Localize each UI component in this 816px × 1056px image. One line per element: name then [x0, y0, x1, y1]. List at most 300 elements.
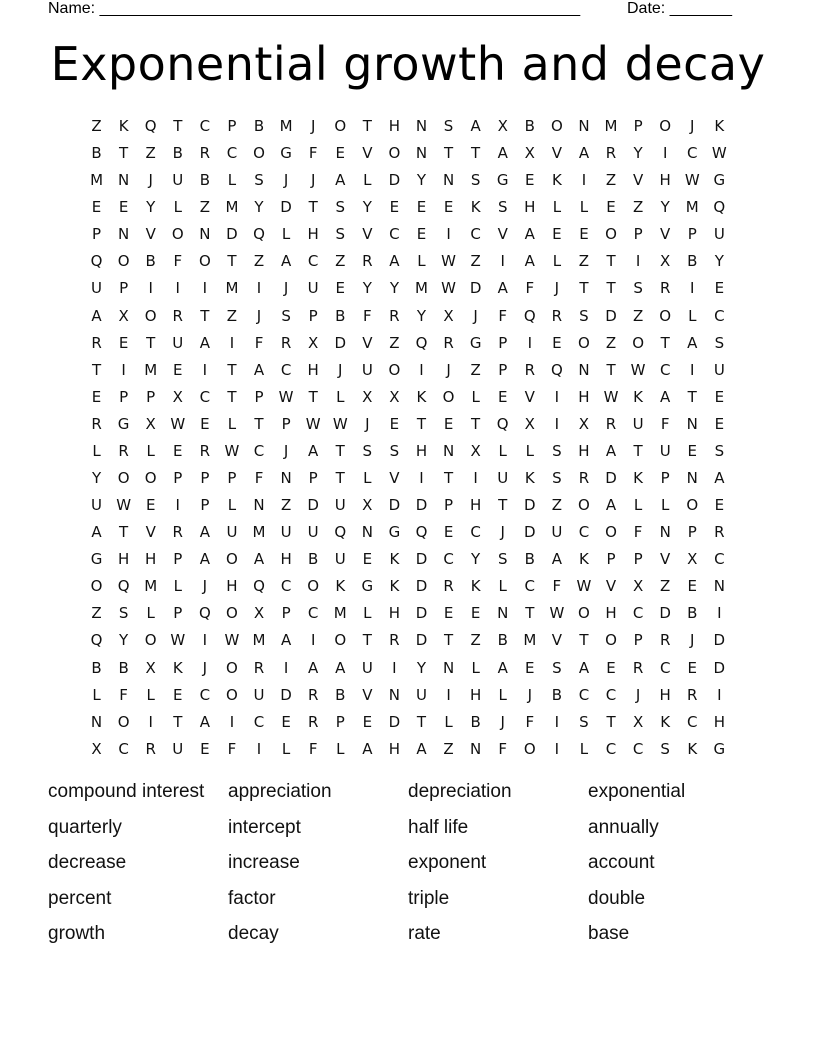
- grid-letter: D: [469, 279, 482, 298]
- grid-letter: X: [443, 306, 454, 325]
- grid-letter: J: [283, 441, 289, 460]
- grid-letter: V: [145, 225, 156, 244]
- grid-letter: I: [500, 252, 505, 271]
- grid-letter: C: [605, 685, 617, 704]
- grid-letter: F: [498, 739, 508, 758]
- grid-letter: O: [117, 712, 130, 731]
- grid-letter: W: [224, 441, 240, 460]
- grid-letter: B: [687, 604, 698, 623]
- grid-letter: I: [148, 712, 153, 731]
- grid-letter: A: [660, 387, 671, 406]
- grid-letter: L: [336, 739, 345, 758]
- grid-letter: M: [144, 360, 158, 379]
- grid-letter: W: [116, 496, 132, 515]
- grid-letter: U: [415, 685, 427, 704]
- grid-letter: I: [229, 712, 235, 731]
- grid-letter: A: [497, 144, 508, 163]
- grid-letter: U: [334, 550, 346, 569]
- grid-letter: W: [441, 252, 456, 271]
- grid-letter: N: [388, 685, 401, 704]
- grid-letter: P: [119, 279, 129, 298]
- grid-letter: E: [118, 198, 129, 217]
- grid-letter: T: [471, 144, 481, 163]
- grid-letter: G: [713, 171, 726, 190]
- grid-letter: G: [90, 550, 103, 569]
- grid-letter: J: [690, 117, 695, 135]
- grid-letter: F: [525, 279, 535, 298]
- grid-letter: T: [660, 333, 670, 352]
- grid-letter: S: [281, 306, 291, 325]
- grid-letter: D: [524, 496, 536, 515]
- grid-letter: K: [633, 469, 644, 488]
- word-list-item: rate: [408, 923, 441, 944]
- grid-letter: X: [308, 333, 319, 352]
- grid-letter: V: [660, 225, 671, 244]
- grid-letter: E: [470, 604, 481, 623]
- grid-letter: N: [415, 144, 428, 163]
- grid-letter: C: [605, 739, 617, 758]
- grid-letter: Y: [362, 279, 372, 298]
- grid-letter: T: [173, 117, 183, 135]
- grid-letter: W: [549, 604, 565, 623]
- grid-letter: M: [252, 631, 266, 650]
- grid-letter: H: [388, 604, 401, 623]
- grid-letter: O: [550, 117, 563, 135]
- word-list-item: decrease: [48, 852, 127, 873]
- grid-letter: P: [606, 550, 616, 569]
- grid-letter: A: [687, 333, 698, 352]
- grid-letter: G: [361, 577, 374, 596]
- grid-letter: Z: [91, 604, 102, 623]
- grid-letter: Z: [605, 333, 617, 352]
- grid-letter: S: [579, 712, 589, 731]
- grid-letter: E: [362, 550, 373, 569]
- grid-row: [83, 248, 733, 275]
- grid-letter: V: [389, 469, 400, 488]
- grid-letter: R: [118, 441, 129, 460]
- grid-letter: A: [308, 441, 319, 460]
- grid-letter: O: [90, 577, 103, 596]
- grid-letter: C: [470, 523, 481, 542]
- grid-letter: Q: [523, 306, 536, 325]
- grid-letter: T: [606, 252, 616, 271]
- grid-letter: Z: [551, 496, 562, 515]
- grid-letter: P: [335, 712, 345, 731]
- grid-letter: E: [443, 414, 454, 433]
- grid-letter: T: [443, 631, 454, 650]
- grid-letter: H: [307, 225, 319, 244]
- grid-letter: R: [578, 469, 590, 488]
- grid-letter: Y: [660, 198, 670, 217]
- grid-letter: T: [471, 414, 481, 433]
- grid-letter: B: [118, 658, 129, 677]
- grid-letter: V: [660, 550, 671, 569]
- grid-letter: L: [471, 658, 480, 677]
- grid-letter: D: [659, 604, 671, 623]
- grid-letter: P: [146, 387, 156, 406]
- grid-letter: I: [229, 333, 235, 352]
- grid-letter: I: [554, 712, 560, 731]
- grid-letter: U: [713, 360, 725, 379]
- grid-letter: A: [91, 306, 102, 325]
- grid-letter: V: [362, 225, 373, 244]
- grid-letter: W: [630, 360, 646, 379]
- grid-letter: X: [497, 117, 508, 135]
- grid-letter: O: [523, 739, 536, 758]
- grid-letter: Q: [415, 333, 428, 352]
- grid-letter: A: [199, 550, 210, 569]
- grid-letter: R: [659, 279, 671, 298]
- grid-letter: S: [443, 117, 454, 135]
- grid-letter: V: [551, 631, 562, 650]
- grid-letter: W: [170, 414, 186, 433]
- grid-letter: A: [389, 252, 400, 271]
- grid-letter: O: [605, 523, 617, 542]
- grid-letter: L: [146, 685, 155, 704]
- grid-letter: Z: [389, 333, 400, 352]
- grid-letter: K: [551, 171, 562, 190]
- grid-letter: K: [579, 550, 589, 569]
- grid-letter: E: [714, 387, 725, 406]
- grid-letter: E: [579, 225, 589, 244]
- grid-letter: B: [524, 117, 535, 135]
- grid-letter: I: [148, 279, 153, 298]
- grid-row: [83, 167, 733, 194]
- grid-letter: Y: [119, 631, 129, 650]
- grid-letter: A: [280, 252, 292, 271]
- grid-letter: N: [90, 712, 103, 731]
- grid-letter: R: [443, 577, 454, 596]
- grid-letter: I: [175, 279, 180, 298]
- grid-letter: H: [659, 171, 671, 190]
- grid-letter: B: [524, 550, 535, 569]
- grid-letter: D: [713, 631, 726, 650]
- grid-letter: F: [173, 252, 183, 271]
- grid-letter: U: [172, 739, 184, 758]
- grid-row: [83, 546, 733, 573]
- grid-letter: Q: [713, 198, 726, 217]
- grid-letter: O: [632, 333, 644, 352]
- grid-letter: D: [415, 604, 428, 623]
- grid-letter: B: [145, 252, 156, 271]
- grid-row: [83, 465, 733, 492]
- grid-letter: U: [172, 171, 184, 190]
- grid-letter: D: [388, 171, 401, 190]
- grid-letter: X: [470, 441, 481, 460]
- grid-letter: W: [332, 414, 348, 433]
- grid-letter: C: [578, 685, 590, 704]
- grid-letter: T: [362, 631, 372, 650]
- grid-letter: B: [335, 685, 346, 704]
- grid-letter: P: [308, 469, 318, 488]
- grid-letter: K: [524, 469, 535, 488]
- grid-letter: N: [442, 658, 455, 677]
- page-title: Exponential growth and decay: [50, 37, 766, 91]
- grid-letter: E: [443, 198, 454, 217]
- grid-letter: C: [470, 225, 481, 244]
- grid-letter: O: [171, 225, 184, 244]
- grid-letter: D: [415, 577, 428, 596]
- grid-letter: L: [417, 252, 426, 271]
- grid-letter: U: [253, 685, 265, 704]
- grid-letter: X: [145, 658, 156, 677]
- grid-letter: L: [661, 496, 670, 515]
- grid-letter: D: [307, 496, 319, 515]
- grid-letter: S: [660, 739, 670, 758]
- grid-letter: T: [119, 523, 129, 542]
- grid-letter: X: [172, 387, 183, 406]
- grid-letter: P: [173, 550, 183, 569]
- grid-letter: U: [91, 496, 103, 515]
- grid-letter: C: [226, 144, 238, 163]
- grid-letter: O: [388, 360, 401, 379]
- grid-letter: T: [308, 387, 318, 406]
- grid-letter: X: [687, 550, 698, 569]
- grid-letter: F: [227, 739, 237, 758]
- grid-letter: F: [119, 685, 128, 704]
- grid-letter: S: [714, 333, 725, 352]
- grid-letter: H: [578, 387, 590, 406]
- grid-letter: L: [92, 441, 101, 460]
- word-list-item: exponent: [408, 852, 487, 873]
- grid-letter: R: [605, 144, 617, 163]
- grid-letter: I: [202, 279, 208, 298]
- grid-letter: V: [362, 333, 373, 352]
- grid-letter: O: [442, 387, 455, 406]
- grid-letter: E: [497, 387, 508, 406]
- grid-letter: T: [91, 360, 102, 379]
- grid-letter: I: [690, 279, 695, 298]
- grid-letter: T: [606, 712, 616, 731]
- grid-row: [83, 736, 733, 763]
- grid-letter: U: [659, 441, 671, 460]
- grid-letter: O: [144, 631, 157, 650]
- grid-letter: Z: [145, 144, 156, 163]
- grid-letter: N: [713, 577, 725, 596]
- grid-row: [83, 275, 733, 302]
- grid-letter: C: [307, 604, 319, 623]
- grid-letter: H: [226, 577, 238, 596]
- grid-letter: E: [173, 685, 183, 704]
- grid-letter: X: [253, 604, 265, 623]
- grid-row: [83, 113, 733, 140]
- grid-letter: R: [199, 144, 211, 163]
- grid-letter: T: [579, 631, 589, 650]
- grid-letter: S: [497, 550, 508, 569]
- grid-letter: U: [361, 360, 373, 379]
- grid-letter: I: [717, 604, 722, 623]
- grid-letter: J: [554, 279, 560, 298]
- grid-letter: T: [119, 144, 129, 163]
- grid-letter: R: [389, 306, 400, 325]
- grid-letter: O: [117, 469, 130, 488]
- grid-letter: E: [443, 604, 454, 623]
- grid-letter: L: [633, 496, 643, 515]
- grid-letter: T: [362, 117, 372, 135]
- grid-letter: H: [145, 550, 157, 569]
- grid-letter: O: [334, 631, 347, 650]
- grid-letter: U: [361, 658, 373, 677]
- grid-letter: E: [389, 414, 400, 433]
- grid-letter: N: [118, 171, 130, 190]
- word-list-item: exponential: [588, 781, 686, 802]
- grid-letter: E: [606, 658, 616, 677]
- grid-letter: B: [551, 685, 563, 704]
- word-list-item: decay: [228, 923, 279, 944]
- grid-letter: W: [278, 387, 294, 406]
- grid-letter: K: [389, 577, 400, 596]
- grid-letter: O: [659, 117, 672, 135]
- grid-letter: T: [173, 712, 183, 731]
- grid-letter: O: [307, 577, 320, 596]
- grid-letter: L: [173, 577, 182, 596]
- grid-row: [83, 330, 733, 357]
- grid-letter: I: [527, 333, 532, 352]
- grid-letter: P: [200, 469, 210, 488]
- grid-letter: O: [388, 144, 401, 163]
- grid-letter: C: [199, 117, 211, 135]
- grid-letter: O: [605, 631, 617, 650]
- grid-letter: O: [226, 685, 238, 704]
- grid-letter: Z: [632, 198, 644, 217]
- grid-letter: H: [388, 117, 401, 135]
- grid-letter: K: [335, 577, 346, 596]
- grid-letter: E: [552, 225, 562, 244]
- grid-letter: N: [497, 604, 509, 623]
- grid-letter: K: [389, 550, 400, 569]
- grid-letter: M: [90, 171, 104, 190]
- grid-letter: V: [497, 225, 508, 244]
- grid-letter: Q: [496, 414, 509, 433]
- grid-letter: U: [497, 469, 509, 488]
- grid-letter: I: [419, 469, 424, 488]
- grid-letter: S: [335, 198, 345, 217]
- grid-letter: L: [227, 414, 237, 433]
- grid-row: [83, 655, 733, 682]
- grid-letter: R: [687, 685, 698, 704]
- grid-letter: F: [633, 523, 643, 542]
- grid-letter: K: [687, 739, 698, 758]
- grid-letter: C: [280, 360, 292, 379]
- grid-letter: I: [554, 414, 560, 433]
- grid-letter: R: [172, 523, 183, 542]
- grid-letter: H: [388, 739, 401, 758]
- grid-letter: O: [578, 333, 590, 352]
- grid-letter: E: [525, 171, 535, 190]
- word-list-item: triple: [408, 887, 450, 909]
- grid-letter: L: [579, 739, 589, 758]
- grid-letter: P: [660, 469, 670, 488]
- grid-letter: Z: [91, 117, 102, 135]
- grid-letter: A: [335, 658, 346, 677]
- grid-letter: L: [227, 496, 237, 515]
- grid-letter: M: [604, 117, 618, 135]
- grid-letter: S: [362, 441, 373, 460]
- grid-letter: L: [579, 198, 589, 217]
- grid-letter: N: [659, 523, 671, 542]
- grid-letter: P: [254, 387, 264, 406]
- grid-letter: P: [281, 604, 291, 623]
- grid-letter: I: [554, 387, 560, 406]
- grid-letter: O: [198, 252, 211, 271]
- grid-letter: U: [226, 523, 238, 542]
- grid-letter: Y: [91, 469, 102, 488]
- grid-letter: I: [256, 279, 262, 298]
- grid-letter: B: [308, 550, 319, 569]
- grid-letter: P: [687, 225, 697, 244]
- grid-row: [83, 573, 733, 600]
- grid-letter: H: [117, 550, 130, 569]
- grid-letter: V: [362, 144, 373, 163]
- grid-letter: J: [283, 171, 289, 190]
- grid-letter: U: [307, 279, 319, 298]
- grid-letter: W: [224, 631, 240, 650]
- grid-letter: Z: [470, 360, 481, 379]
- grid-letter: N: [578, 360, 590, 379]
- grid-letter: R: [280, 333, 292, 352]
- grid-letter: D: [226, 225, 238, 244]
- grid-letter: Z: [199, 198, 210, 217]
- grid-letter: Q: [550, 360, 563, 379]
- grid-letter: N: [470, 739, 482, 758]
- grid-letter: A: [416, 739, 427, 758]
- grid-letter: L: [227, 171, 237, 190]
- grid-letter: N: [199, 225, 211, 244]
- grid-letter: F: [525, 712, 535, 731]
- grid-letter: G: [388, 523, 401, 542]
- grid-letter: G: [713, 739, 726, 758]
- grid-letter: M: [225, 198, 239, 217]
- grid-letter: C: [659, 658, 671, 677]
- grid-row: [83, 411, 733, 438]
- grid-letter: L: [552, 198, 562, 217]
- grid-letter: B: [91, 658, 102, 677]
- grid-letter: J: [446, 360, 451, 379]
- grid-letter: T: [633, 441, 643, 460]
- grid-letter: Q: [90, 252, 103, 271]
- grid-letter: P: [281, 414, 291, 433]
- grid-letter: H: [415, 441, 428, 460]
- grid-letter: C: [659, 360, 671, 379]
- grid-letter: R: [172, 306, 183, 325]
- name-field-label: Name: ______________________________________________________: [48, 0, 581, 17]
- grid-row: [83, 384, 733, 411]
- grid-letter: S: [579, 306, 589, 325]
- grid-letter: B: [470, 712, 481, 731]
- grid-letter: F: [363, 306, 372, 325]
- grid-letter: G: [280, 144, 292, 163]
- grid-letter: C: [632, 604, 644, 623]
- grid-letter: L: [336, 387, 345, 406]
- grid-letter: Y: [254, 198, 264, 217]
- grid-letter: H: [469, 496, 482, 515]
- grid-letter: E: [714, 496, 725, 515]
- grid-letter: I: [283, 658, 289, 677]
- grid-letter: C: [714, 550, 725, 569]
- grid-letter: E: [335, 279, 345, 298]
- grid-letter: U: [280, 523, 292, 542]
- grid-letter: L: [146, 441, 155, 460]
- grid-letter: I: [635, 252, 641, 271]
- grid-letter: R: [307, 712, 319, 731]
- grid-letter: N: [280, 469, 292, 488]
- grid-letter: E: [389, 198, 400, 217]
- grid-letter: C: [253, 712, 265, 731]
- grid-letter: X: [524, 144, 535, 163]
- grid-letter: X: [362, 387, 373, 406]
- grid-letter: O: [226, 604, 238, 623]
- grid-letter: T: [687, 387, 697, 406]
